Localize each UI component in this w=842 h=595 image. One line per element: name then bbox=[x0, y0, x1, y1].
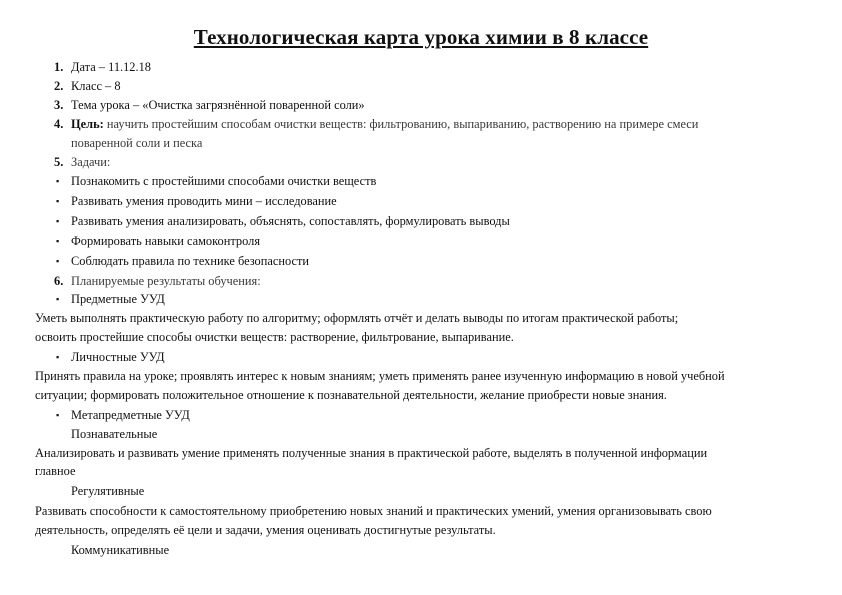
bullet-icon: ▪ bbox=[56, 216, 60, 226]
bullet-icon: ▪ bbox=[56, 352, 60, 362]
item-number-2: 2. bbox=[54, 79, 64, 93]
page-title: Технологическая карта урока химии в 8 классе bbox=[193, 25, 649, 49]
item-number-4: 4. bbox=[54, 117, 64, 131]
item-number-6: 6. bbox=[54, 274, 64, 288]
subject-uud-text-2: освоить простейшие способы очистки веществ: растворение, фильтрование, выпаривание. bbox=[35, 330, 514, 344]
task-item-3: Развивать умения анализировать, объяснять, сопоставлять, формулировать выводы bbox=[71, 214, 510, 228]
personal-uud-text-2: ситуации; формировать положительное отношение к познавательной деятельности, желание приобрести новые знания. bbox=[35, 388, 667, 402]
task-item-5: Соблюдать правила по технике безопасности bbox=[71, 254, 310, 268]
item-topic: Тема урока – «Очистка загрязнённой поваренной соли» bbox=[71, 98, 365, 112]
results-heading: Планируемые результаты обучения: bbox=[71, 274, 261, 288]
personal-uud-heading: Личностные УУД bbox=[71, 350, 165, 364]
item-date: Дата – 11.12.18 bbox=[71, 60, 151, 74]
item-number-1: 1. bbox=[54, 60, 64, 74]
subject-uud-text-1: Уметь выполнять практическую работу по алгоритму; оформлять отчёт и делать выводы по итогам практической работы; bbox=[35, 311, 679, 325]
cognitive-text-2: главное bbox=[35, 464, 76, 478]
item-class: Класс – 8 bbox=[71, 79, 121, 93]
personal-uud-text-1: Принять правила на уроке; проявлять интерес к новым знаниям; уметь применять ранее изученную информацию в новой учебной bbox=[35, 369, 725, 383]
bullet-icon: ▪ bbox=[56, 410, 60, 420]
bullet-icon: ▪ bbox=[56, 236, 60, 246]
item-goal bbox=[71, 116, 698, 132]
bullet-icon: ▪ bbox=[56, 176, 60, 186]
bullet-icon: ▪ bbox=[56, 196, 60, 206]
regulative-text-2: деятельность, определять её цели и задачи, умения оценивать достигнутые результаты. bbox=[35, 523, 496, 537]
regulative-heading: Регулятивные bbox=[71, 484, 145, 498]
task-item-2: Развивать умения проводить мини – исследование bbox=[71, 194, 337, 208]
task-item-1: Познакомить с простейшими способами очистки веществ bbox=[71, 174, 377, 188]
item-number-5: 5. bbox=[54, 155, 64, 169]
regulative-text-1: Развивать способности к самостоятельному приобретению новых знаний и практических умений, умения организовывать свою bbox=[35, 504, 712, 518]
bullet-icon: ▪ bbox=[56, 256, 60, 266]
communicative-heading: Коммуникативные bbox=[71, 543, 170, 557]
tasks-heading: Задачи: bbox=[71, 155, 111, 169]
goal-text: научить простейшим способам очистки веществ: фильтрованию, выпариванию, растворению на примере смеси bbox=[103, 117, 699, 131]
item-number-3: 3. bbox=[54, 98, 64, 112]
cognitive-heading: Познавательные bbox=[71, 427, 158, 441]
goal-label: Цель: bbox=[71, 117, 104, 131]
bullet-icon: ▪ bbox=[56, 294, 60, 304]
task-item-4: Формировать навыки самоконтроля bbox=[71, 234, 261, 248]
meta-uud-heading: Метапредметные УУД bbox=[71, 408, 190, 422]
goal-continuation: поваренной соли и песка bbox=[71, 136, 203, 150]
cognitive-text-1: Анализировать и развивать умение применять полученные знания в практической работе, выделять в полученной информации bbox=[35, 446, 708, 460]
subject-uud-heading: Предметные УУД bbox=[71, 292, 165, 306]
